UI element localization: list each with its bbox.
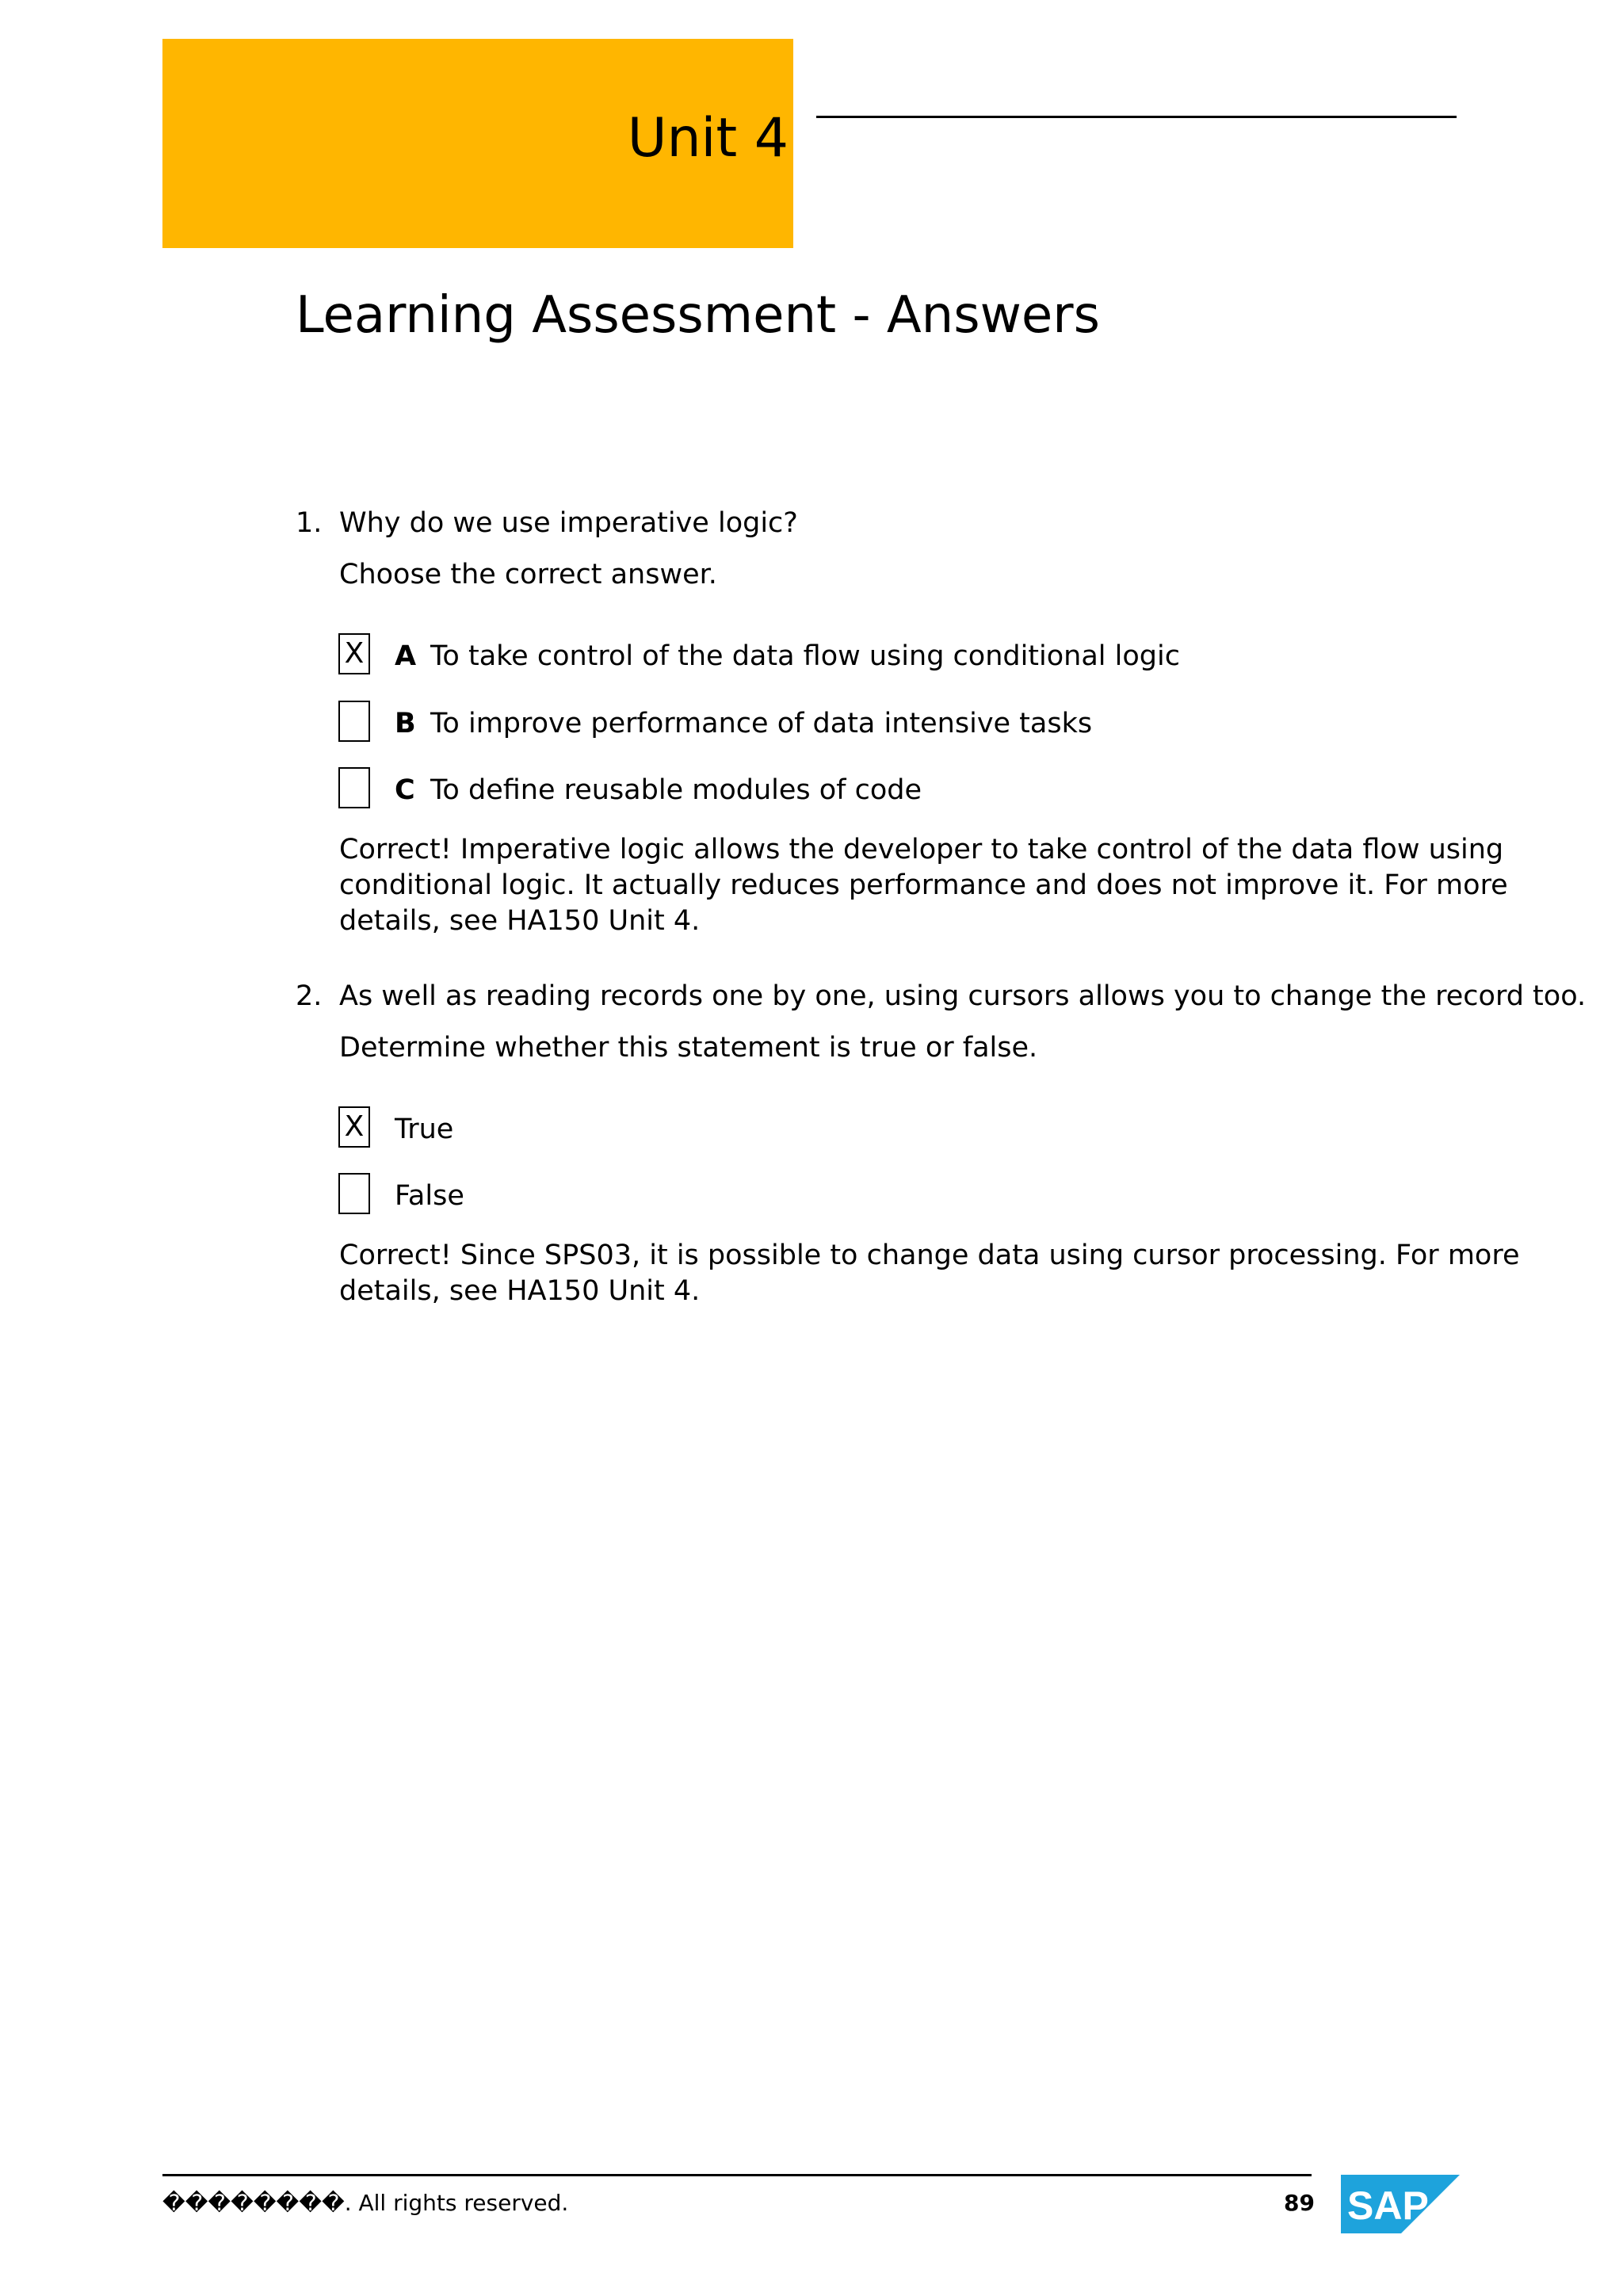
feedback-line: Correct! Imperative logic allows the developer to take control of the data flow using — [339, 834, 1504, 865]
page-number: 89 — [1284, 2190, 1315, 2216]
footer-divider — [162, 2174, 1312, 2176]
header-divider — [816, 116, 1457, 118]
option-text: True — [395, 1114, 454, 1145]
question-number: 2. — [296, 980, 323, 1012]
sap-logo-icon — [1341, 2175, 1460, 2233]
feedback-line: Correct! Since SPS03, it is possible to change data using cursor processing. For more — [339, 1240, 1520, 1271]
question-instruction: Choose the correct answer. — [339, 559, 717, 590]
option-checkbox-true[interactable]: X — [338, 1106, 370, 1148]
option-text: To define reusable modules of code — [430, 774, 922, 806]
page-title: Learning Assessment - Answers — [296, 286, 1100, 345]
option-letter: B — [395, 708, 416, 739]
question-instruction: Determine whether this statement is true or false. — [339, 1032, 1038, 1064]
option-checkbox-b[interactable] — [338, 701, 370, 742]
option-checkbox-c[interactable] — [338, 767, 370, 808]
option-letter: C — [395, 774, 415, 806]
copyright-notice: ��������. All rights reserved. — [162, 2190, 569, 2216]
unit-banner — [162, 39, 793, 248]
unit-title: Unit 4 — [627, 107, 789, 170]
feedback-line: conditional logic. It actually reduces performance and does not improve it. For more — [339, 869, 1508, 901]
option-text: False — [395, 1180, 464, 1212]
option-checkbox-false[interactable] — [338, 1173, 370, 1214]
option-letter: A — [395, 640, 417, 672]
option-checkbox-a[interactable]: X — [338, 633, 370, 674]
feedback-line: details, see HA150 Unit 4. — [339, 905, 701, 937]
feedback-line: details, see HA150 Unit 4. — [339, 1275, 701, 1307]
question-prompt: As well as reading records one by one, using cursors allows you to change the record too. — [339, 980, 1587, 1012]
option-text: To take control of the data flow using conditional logic — [430, 640, 1180, 672]
question-number: 1. — [296, 507, 323, 539]
question-prompt: Why do we use imperative logic? — [339, 507, 798, 539]
sap-logo-text: SAP — [1347, 2183, 1429, 2228]
option-text: To improve performance of data intensive tasks — [430, 708, 1093, 739]
